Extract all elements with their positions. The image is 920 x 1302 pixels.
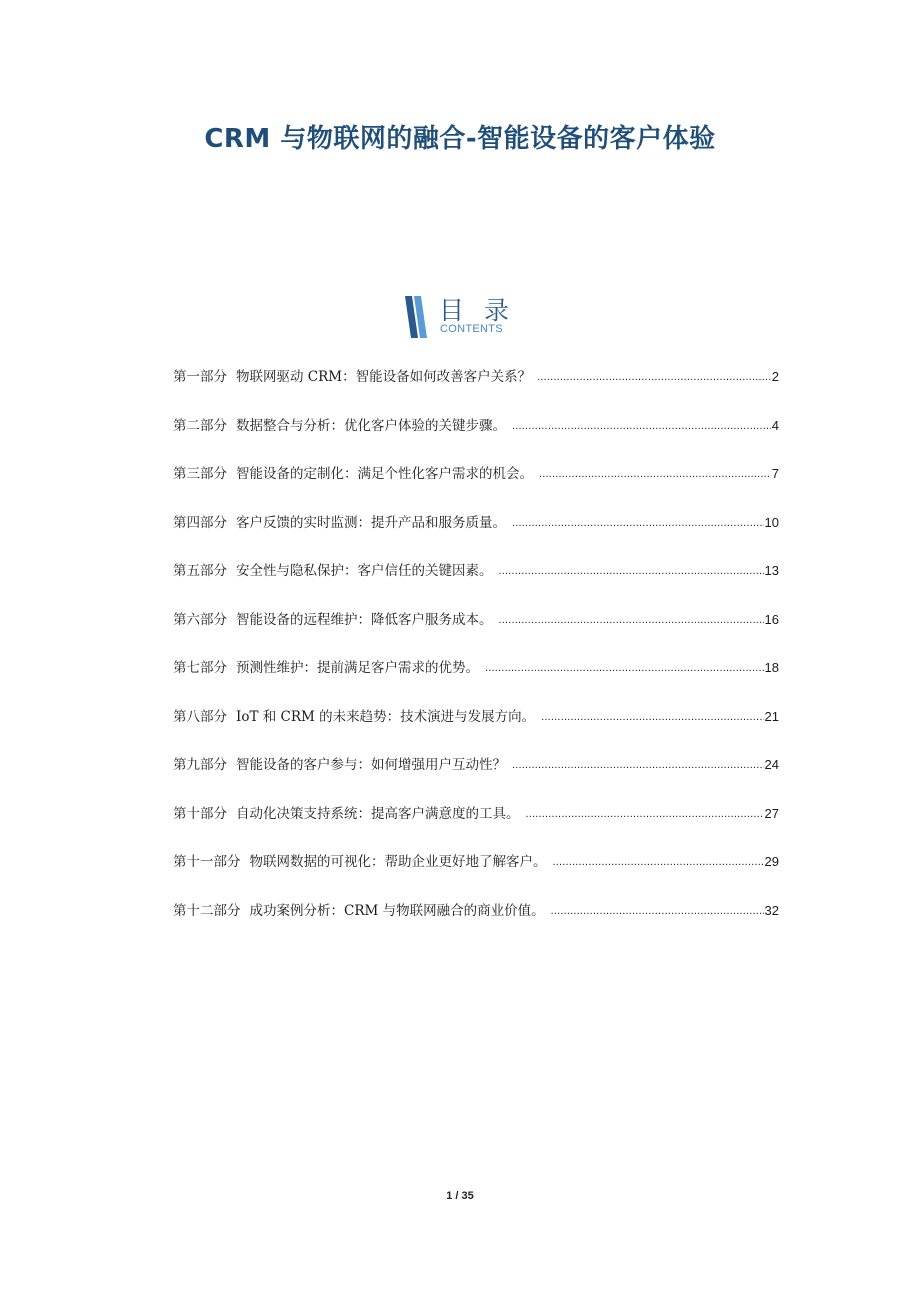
toc-dot-leader	[551, 900, 764, 922]
toc-entry-page: 32	[764, 902, 779, 918]
toc-entry-part: 第六部分	[173, 611, 227, 628]
toc-entry-9[interactable]	[173, 754, 779, 803]
toc-heading: 目 录	[439, 296, 515, 325]
toc-dot-leader	[541, 706, 763, 728]
toc-entry-part: 第十部分	[173, 805, 227, 822]
toc-entry-2[interactable]	[173, 415, 779, 464]
toc-entry-1[interactable]	[173, 366, 779, 415]
toc-entry-text: IoT 和 CRM 的未来趋势：技术演进与发展方向。	[236, 708, 536, 725]
toc-entry-5[interactable]	[173, 560, 779, 609]
toc-entry-3[interactable]	[173, 463, 779, 512]
toc-entry-part: 第九部分	[173, 757, 227, 773]
toc-entry-text: 智能设备的定制化：满足个性化客户需求的机会。	[236, 466, 533, 482]
toc-dot-leader	[537, 366, 771, 388]
table-of-contents	[173, 366, 779, 948]
toc-entry-text: 智能设备的客户参与：如何增强用户互动性？	[236, 757, 506, 773]
toc-entry-page: 21	[764, 708, 779, 724]
toc-entry-text: 预测性维护：提前满足客户需求的优势。	[236, 660, 479, 676]
toc-entry-7[interactable]	[173, 657, 779, 706]
toc-entry-page: 18	[764, 660, 779, 675]
toc-entry-part: 第四部分	[173, 514, 227, 531]
toc-entry-page: 10	[764, 514, 779, 530]
toc-entry-11[interactable]	[173, 851, 779, 900]
toc-entry-text: 物联网数据的可视化：帮助企业更好地了解客户。	[249, 854, 547, 870]
toc-entry-text: 自动化决策支持系统：提高客户满意度的工具。	[236, 805, 520, 822]
toc-entry-part: 第三部分	[173, 466, 227, 482]
toc-entry-text: 数据整合与分析：优化客户体验的关键步骤。	[236, 417, 506, 434]
toc-entry-page: 2	[771, 369, 779, 384]
toc-entry-text: 智能设备的远程维护：降低客户服务成本。	[236, 611, 493, 628]
toc-dot-leader	[499, 609, 764, 631]
toc-entry-part: 第十二部分	[173, 902, 241, 919]
toc-dot-leader	[512, 754, 764, 776]
toc-dot-leader	[512, 415, 771, 437]
toc-entry-6[interactable]	[173, 609, 779, 658]
toc-dot-leader	[512, 512, 764, 534]
toc-entry-4[interactable]	[173, 512, 779, 561]
toc-entry-part: 第二部分	[173, 417, 227, 434]
contents-logo-icon	[405, 296, 427, 338]
toc-dot-leader	[539, 463, 771, 485]
toc-header	[405, 294, 535, 338]
toc-entry-page: 4	[771, 417, 779, 433]
toc-entry-text: 安全性与隐私保护：客户信任的关键因素。	[236, 563, 493, 579]
toc-entry-page: 13	[764, 563, 779, 578]
toc-entry-page: 7	[771, 466, 779, 481]
toc-entry-text: 物联网驱动 CRM：智能设备如何改善客户关系？	[236, 369, 532, 385]
document-title: CRM 与物联网的融合-智能设备的客户体验	[204, 124, 716, 154]
toc-entry-part: 第一部分	[173, 369, 227, 385]
toc-entry-page: 16	[764, 611, 779, 627]
toc-entry-page: 27	[764, 805, 779, 821]
toc-entry-page: 24	[764, 757, 779, 772]
toc-entry-part: 第十一部分	[173, 854, 241, 870]
toc-entry-8[interactable]	[173, 706, 779, 755]
toc-entry-12[interactable]	[173, 900, 779, 949]
toc-entry-10[interactable]	[173, 803, 779, 852]
toc-entry-part: 第八部分	[173, 708, 227, 725]
toc-dot-leader	[526, 803, 764, 825]
toc-entry-text: 成功案例分析：CRM 与物联网融合的商业价值。	[249, 902, 545, 919]
toc-dot-leader	[499, 560, 764, 582]
toc-dot-leader	[553, 851, 764, 873]
toc-subheading: CONTENTS	[440, 323, 503, 335]
page-number: 1 / 35	[446, 1190, 474, 1202]
toc-dot-leader	[485, 657, 764, 679]
toc-entry-page: 29	[764, 854, 779, 869]
toc-entry-part: 第五部分	[173, 563, 227, 579]
toc-entry-text: 客户反馈的实时监测：提升产品和服务质量。	[236, 514, 506, 531]
toc-entry-part: 第七部分	[173, 660, 227, 676]
